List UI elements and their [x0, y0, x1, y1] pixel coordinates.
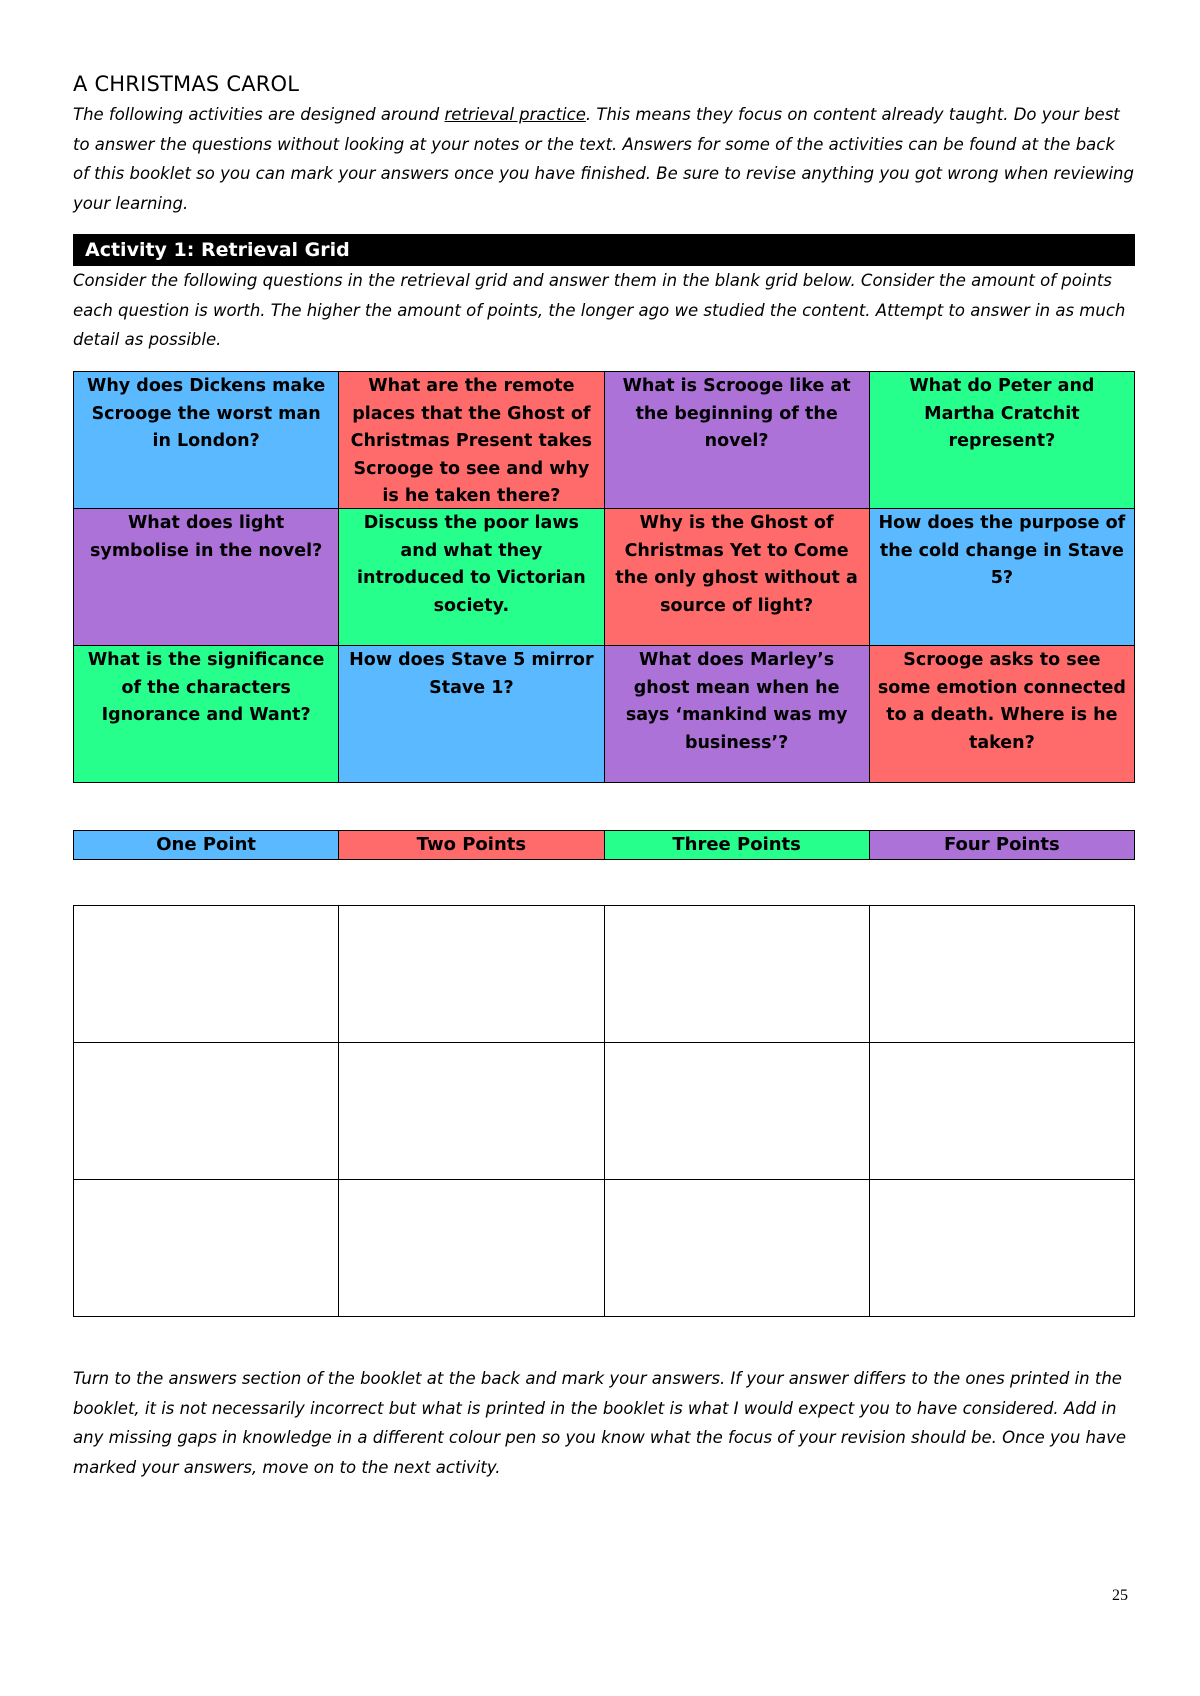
instructions-paragraph: Consider the following questions in the retrieval grid and answer them in the blank grid below. Consider the amount of points each question is worth. The higher the amount of points, the longer ago we studied the content. Attempt to answer in as much detail as possible. [73, 271, 1126, 349]
points-key [73, 830, 1135, 860]
intro-text-end: . This means they focus on content already taught. Do your best to answer the questions without looking at your notes or the text. Answers for some of the activities can be found at the back of this booklet so you can mark your answers once you have finished. Be sure to revise anything you got wrong when reviewing your learning. [73, 105, 1134, 213]
answer-cell[interactable] [339, 1180, 604, 1317]
activity-heading: Activity 1: Retrieval Grid [73, 234, 1135, 266]
retrieval-question-grid [73, 371, 1135, 783]
intro-paragraph [73, 100, 1135, 218]
answer-cell[interactable] [605, 1043, 870, 1180]
retrieval-practice-term: retrieval practice [444, 105, 586, 124]
question-cell: Discuss the poor laws and what they introduced to Victorian society. [339, 509, 604, 646]
answer-cell[interactable] [605, 906, 870, 1043]
answer-cell[interactable] [870, 1180, 1135, 1317]
points-key-three: Three Points [605, 831, 870, 860]
question-cell: Scrooge asks to see some emotion connected to a death. Where is he taken? [870, 646, 1135, 783]
question-cell: What do Peter and Martha Cratchit represent? [870, 372, 1135, 509]
points-key-four: Four Points [870, 831, 1135, 860]
blank-answer-grid [73, 905, 1135, 1317]
page-title: A CHRISTMAS CAROL [73, 72, 300, 96]
points-key-one: One Point [74, 831, 339, 860]
answer-cell[interactable] [870, 1043, 1135, 1180]
points-key-two: Two Points [339, 831, 604, 860]
answer-cell[interactable] [339, 1043, 604, 1180]
question-cell: Why does Dickens make Scrooge the worst man in London? [74, 372, 339, 509]
question-cell: What does light symbolise in the novel? [74, 509, 339, 646]
answer-cell[interactable] [74, 906, 339, 1043]
question-cell: What is Scrooge like at the beginning of the novel? [605, 372, 870, 509]
answer-cell[interactable] [74, 1043, 339, 1180]
question-cell: What does Marley’s ghost mean when he says ‘mankind was my business’? [605, 646, 870, 783]
answer-cell[interactable] [74, 1180, 339, 1317]
answer-cell[interactable] [605, 1180, 870, 1317]
question-cell: What are the remote places that the Ghost of Christmas Present takes Scrooge to see and why is he taken there? [339, 372, 604, 509]
intro-text-start: The following activities are designed around [73, 105, 445, 124]
question-cell: How does the purpose of the cold change in Stave 5? [870, 509, 1135, 646]
question-cell: Why is the Ghost of Christmas Yet to Come the only ghost without a source of light? [605, 509, 870, 646]
question-cell: What is the significance of the characters Ignorance and Want? [74, 646, 339, 783]
answer-cell[interactable] [870, 906, 1135, 1043]
closing-paragraph: Turn to the answers section of the booklet at the back and mark your answers. If your answer differs to the ones printed in the booklet, it is not necessarily incorrect but what is printed in the booklet is what I would expect you to have considered. Add in any missing gaps in knowledge in a different colour pen so you know what the focus of your revision should be. Once you have marked your answers, move on to the next activity. [73, 1369, 1127, 1477]
answer-cell[interactable] [339, 906, 604, 1043]
question-cell: How does Stave 5 mirror Stave 1? [339, 646, 604, 783]
page-number: 25 [1112, 1587, 1128, 1604]
